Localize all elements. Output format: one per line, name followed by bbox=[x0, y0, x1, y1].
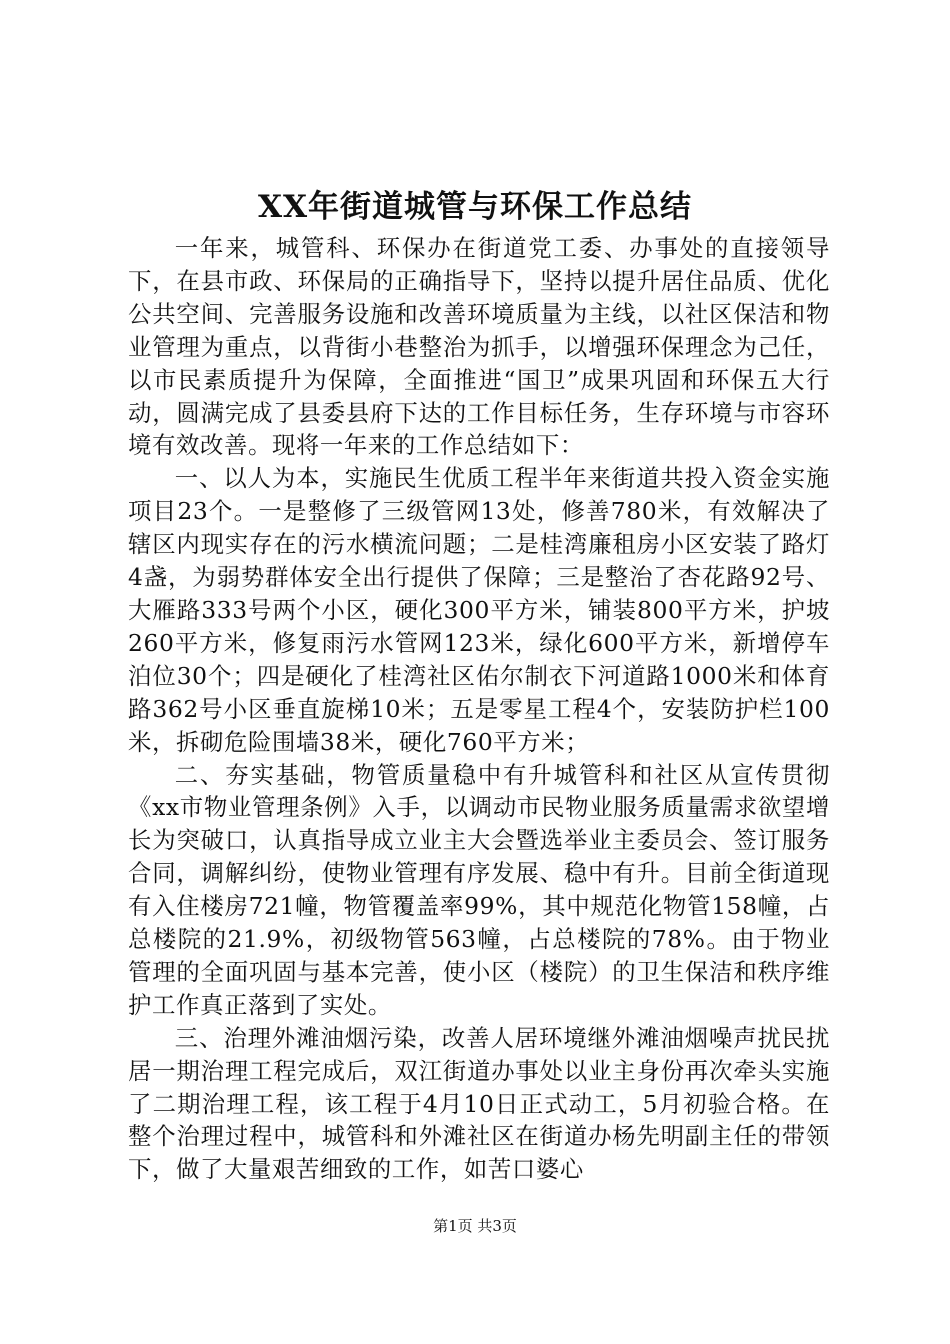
page-number-footer: 第1页 共3页 bbox=[433, 1217, 517, 1235]
document-title: XX年街道城管与环保工作总结 bbox=[257, 189, 693, 225]
paragraph-intro: 一年来，城管科、环保办在街道党工委、办事处的直接领导下，在县市政、环保局的正确指导下，坚持以提升居住品质、优化公共空间、完善服务设施和改善环境质量为主线，以社区保洁和物业管理为重点，以背街小巷整治为抓手，以增强环保理念为己任，以市民素质提升为保障，全面推进“国卫”成果巩固和环保五大行动，圆满完成了县委县府下达的工作目标任务，生存环境与市容环境有效改善。现将一年来的工作总结如下： bbox=[128, 234, 830, 460]
paragraph-section-2: 二、夯实基础，物管质量稳中有升城管科和社区从宣传贯彻《xx市物业管理条例》入手，以调动市民物业服务质量需求欲望增长为突破口，认真指导成立业主大会暨选举业主委员会、签订服务合同，调解纠纷，使物业管理有序发展、稳中有升。目前全街道现有入住楼房721幢，物管覆盖率99%，其中规范化物管158幢，占总楼院的21.9%，初级物管563幢，占总楼院的78%。由于物业管理的全面巩固与基本完善，使小区（楼院）的卫生保洁和秩序维护工作真正落到了实处。 bbox=[128, 760, 830, 1019]
paragraph-section-3: 三、治理外滩油烟污染，改善人居环境继外滩油烟噪声扰民扰居一期治理工程完成后，双江街道办事处以业主身份再次牵头实施了二期治理工程，该工程于4月10日正式动工，5月初验合格。在整个治理过程中，城管科和外滩社区在街道办杨先明副主任的带领下，做了大量艰苦细致的工作，如苦口婆心 bbox=[128, 1023, 830, 1184]
paragraph-section-1: 一、以人为本，实施民生优质工程半年来街道共投入资金实施项目23个。一是整修了三级管网13处，修善780米，有效解决了辖区内现实存在的污水横流问题；二是桂湾廉租房小区安装了路灯4盏，为弱势群体安全出行提供了保障；三是整治了杏花路92号、大雁路333号两个小区，硬化300平方米，铺装800平方米，护坡260平方米，修复雨污水管网123米，绿化600平方米，新增停车泊位30个；四是硬化了桂湾社区佑尔制衣下河道路1000米和体育路362号小区垂直旋梯10米；五是零星工程4个，安装防护栏100米，拆砌危险围墙38米，硬化760平方米； bbox=[128, 464, 830, 756]
document-body bbox=[128, 232, 830, 1186]
